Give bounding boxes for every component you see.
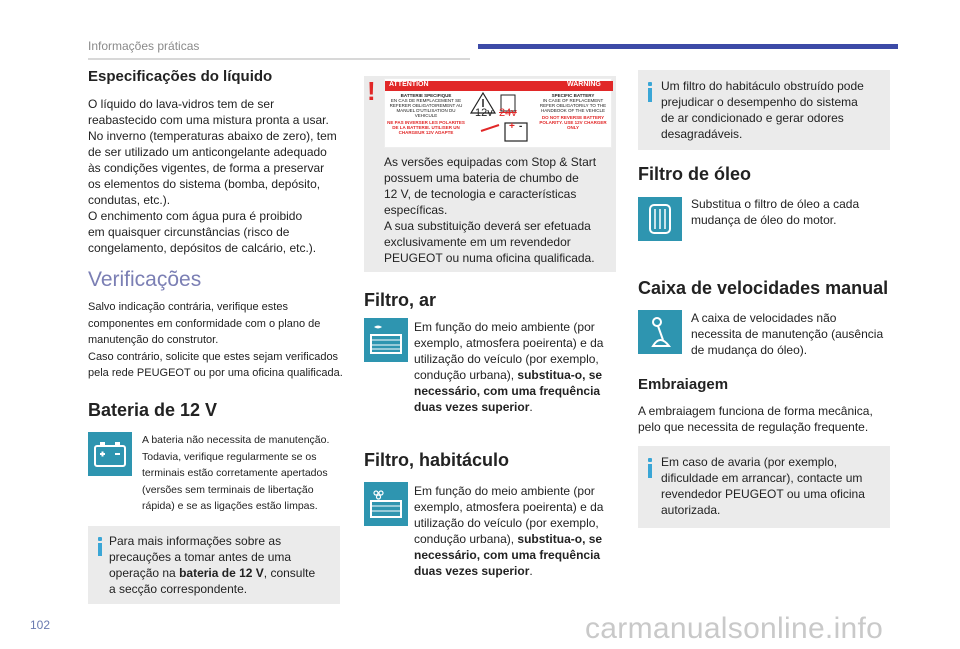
- checks-heading: Verificações: [88, 268, 202, 291]
- clutch-text: A embraiagem funciona de forma mecânica, pelo que necessita de regulação frequente.: [638, 404, 873, 434]
- cabin-filter-icon: [364, 482, 408, 526]
- oil-filter-heading: Filtro de óleo: [638, 164, 752, 184]
- battery-text: A bateria não necessita de manutenção. Todavia, verifique regularmente se os terminais estão corretamente apertados (versões sem terminais de libertação rápida) e se as ligações estão limpas.: [142, 434, 330, 512]
- air-filter-heading: Filtro, ar: [364, 290, 437, 310]
- clutch-info-box: Em caso de avaria (por exemplo, dificuldade em arrancar), contacte um revendedor PEUGEOT ou uma oficina autorizada.: [638, 446, 890, 528]
- info-icon: [98, 537, 103, 556]
- cabin-filter-text: Em função do meio ambiente (por exemplo, atmosfera poeirenta) e da utilização do veículo (por exemplo, condução urbana), substitua-o, se necessário, com uma frequência duas vezes superior.: [414, 484, 604, 578]
- header-accent-bar: [478, 44, 898, 49]
- header-rule: [88, 58, 470, 60]
- air-filter-icon: [364, 318, 408, 362]
- battery-info-box: Para mais informações sobre as precauções a tomar antes de uma operação na bateria de 12 V, consulte a secção correspondente.: [88, 526, 340, 604]
- battery-warning-label: ATTENTION WARNING BATTERIE SPECIFIQUE EN CAS DE REMPLACEMENT SE REFERER OBLIGATOIREMENT AU MANUEL D'UTILISATION DU VEHICULE NE PAS INVERSER LES POLARITES DE LA BATTERIE. UTILISER UN CHARGEUR 12V ADAPTE SPECIFIC BATTERY IN CASE OF REPLACEMENT REFER OBLIGATORILY TO THE HANDBOOK OF THE VEHICLE DO NOT REVERSE BATTERY POLARITY. USE 12V CHARGER ONLY 12v 24v + -: [384, 78, 612, 148]
- stopstart-text: As versões equipadas com Stop & Start possuem uma bateria de chumbo de 12 V, de tecnologia e características específicas. A sua substituição deverá ser efetuada exclusivamente em um revendedor PEUGEOT ou numa oficina qualificada.: [384, 155, 597, 265]
- oil-filter-text: Substitua o filtro de óleo a cada mudança de óleo do motor.: [691, 197, 860, 227]
- liquid-text: O líquido do lava-vidros tem de ser reabastecido com uma mistura pronta a usar. No inverno (temperaturas abaixo de zero), tem de ser utilizado um anticongelante adequado às condições vigentes, de forma a preservar os elementos do sistema (bomba, depósito, condutas, etc.). O enchimento com água pura é proibido em quaisquer circunstâncias (risco de congelamento, depósitos de calcário, etc.).: [88, 97, 337, 255]
- battery-heading: Bateria de 12 V: [88, 400, 218, 420]
- clutch-heading: Embraiagem: [638, 376, 729, 393]
- checks-text: Salvo indicação contrária, verifique estes componentes em conformidade com o plano de manutenção do construtor. Caso contrário, solicite que estes sejam verificados pela rede PEUGEOT ou por uma oficina qualificada.: [88, 301, 343, 379]
- battery-icon: [88, 432, 132, 476]
- oil-filter-icon: [638, 197, 682, 241]
- section-title: Informações práticas: [88, 39, 200, 53]
- gearbox-heading: Caixa de velocidades manual: [638, 278, 889, 298]
- page-number: 102: [30, 618, 51, 632]
- watermark: carmanualsonline.info: [585, 612, 884, 645]
- liquid-heading: Especificações do líquido: [88, 68, 273, 85]
- cabin-info-box: Um filtro do habitáculo obstruído pode prejudicar o desempenho do sistema de ar condicionado e gerar odores desagradáveis.: [638, 70, 890, 150]
- cabin-filter-heading: Filtro, habitáculo: [364, 450, 510, 470]
- gearbox-icon: [638, 310, 682, 354]
- air-filter-text: Em função do meio ambiente (por exemplo, atmosfera poeirenta) e da utilização do veículo (por exemplo, condução urbana), substitua-o, se necessário, com uma frequência duas vezes superior.: [414, 320, 604, 414]
- info-icon: [648, 458, 653, 478]
- warning-icon: !: [367, 76, 376, 106]
- gearbox-text: A caixa de velocidades não necessita de manutenção (ausência de mudança do óleo).: [691, 311, 884, 357]
- info-icon: [648, 82, 653, 102]
